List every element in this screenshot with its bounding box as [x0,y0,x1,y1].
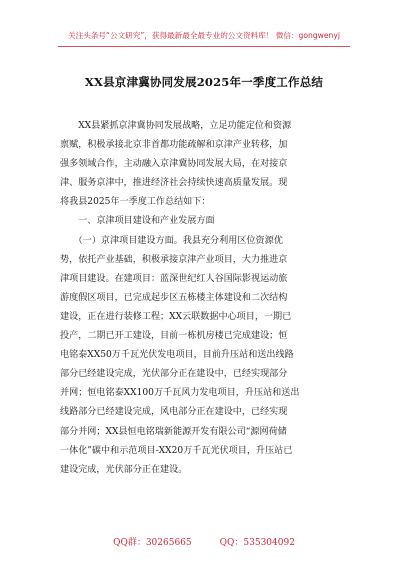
body-line: 部分并网；XX县恒电铭瑞新能源开发有限公司“源网荷储 [60,426,287,437]
body-line: 建设完成，光伏部分正在建设。 [60,464,188,475]
body-line: 津项目建设。在建项目：蓝深世纪红人谷国际影视运动旅 [60,273,288,284]
body-line: 一体化”碳中和示范项目-XX20万千瓦光伏项目，升压站已 [60,445,293,456]
header-notice: 关注头条号“公文研究”，获得最新最全最专业的公文资料库！ 微信：gongwenyj [68,31,340,40]
body-line: 津、服务京津中，推进经济社会持续快速高质量发展。现 [60,178,288,189]
body-line: 强多领域合作，主动融入京津冀协同发展大局，在对接京 [60,159,288,170]
footer-qq-group: QQ群：30265665 [113,538,192,548]
document-title: XX县京津冀协同发展2025年一季度工作总结 [84,75,324,89]
body-line: 将我县2025年一季度工作总结如下： [60,197,211,208]
body-line: 线路部分已经建设完成，风电部分正在建设中，已经实现 [60,407,288,418]
body-line: 游度假区项目，已完成起步区五栋楼主体建设和二次结构 [60,292,288,303]
footer-qq: QQ：535304092 [219,538,295,548]
body-line: 部分已经建设完成，光伏部分正在建设中，已经实现部分 [60,369,288,380]
body-line: 并网；恒电铭泰XX100万千瓦风力发电项目，升压站和送出 [60,388,300,399]
section-heading: 一、京津项目建设和产业发展方面 [60,216,215,227]
body-line: 电铭泰XX50万千瓦光伏发电项目，目前升压站和送出线路 [60,350,294,361]
body-line: XX县紧抓京津冀协同发展战略，立足功能定位和资源 [60,121,292,131]
footer-contact [0,535,408,548]
body-line: （一）京津项目建设方面。我县充分利用区位资源优 [60,235,283,246]
body-line: 投产，二期已开工建设，目前一栋机房楼已完成建设；恒 [60,331,288,342]
header-divider [58,46,350,47]
body-line: 建设，正在进行装修工程；XX云联数据中心项目，一期已 [60,311,292,322]
body-line: 势，依托产业基础，积极承接京津产业项目，大力推进京 [60,254,288,265]
document-body [60,117,348,480]
body-line: 禀赋，积极承接北京非首都功能疏解和京津产业转移，加 [60,140,288,151]
